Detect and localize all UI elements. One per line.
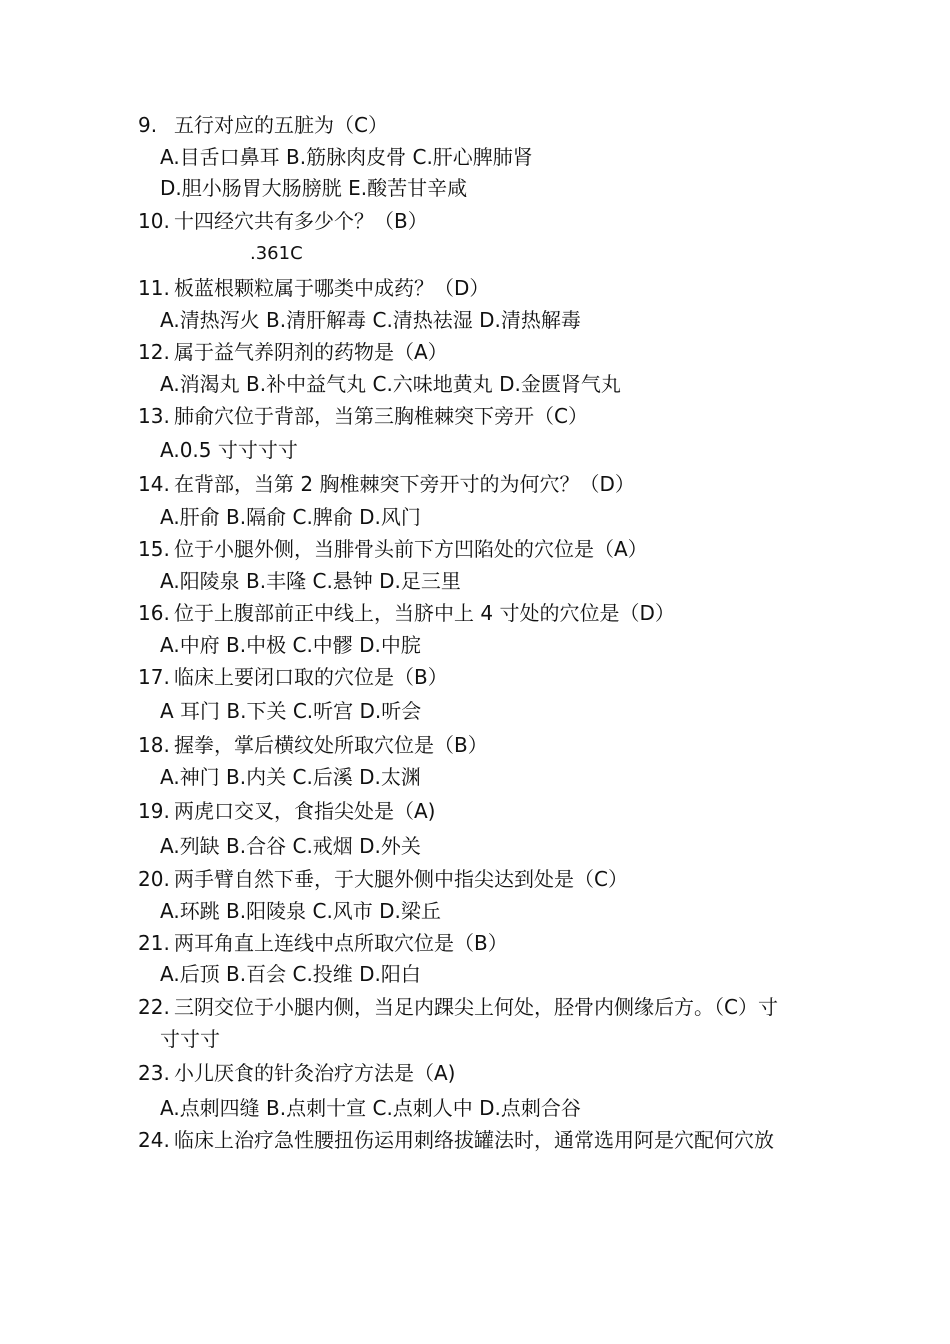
options-line: A.阳陵泉 B.丰隆 C.悬钟 D.足三里 — [160, 569, 461, 593]
question-text: 位于小腿外侧，当腓骨头前下方凹陷处的穴位是（A） — [174, 537, 648, 561]
question-15 — [138, 535, 648, 563]
options-line: A.列缺 B.合谷 C.戒烟 D.外关 — [160, 834, 421, 858]
question-number: 21. — [138, 931, 170, 955]
question-19 — [138, 797, 435, 825]
question-23 — [138, 1059, 455, 1087]
question-16 — [138, 599, 675, 627]
question-17 — [138, 663, 448, 691]
question-text: 在背部，当第 2 胸椎棘突下旁开寸的为何穴？（D） — [174, 472, 635, 496]
question-13 — [138, 402, 588, 430]
question-number: 23. — [138, 1061, 170, 1085]
question-11 — [138, 274, 489, 302]
options-line: .361C — [250, 243, 303, 264]
question-18 — [138, 731, 488, 759]
question-number: 19. — [138, 799, 170, 823]
question-number: 15. — [138, 537, 170, 561]
options-line: A.清热泻火 B.清肝解毒 C.清热祛湿 D.清热解毒 — [160, 308, 581, 332]
question-21 — [138, 929, 508, 957]
question-number: 13. — [138, 404, 170, 428]
question-text: 两手臂自然下垂，于大腿外侧中指尖达到处是（C） — [174, 867, 628, 891]
question-20 — [138, 865, 628, 893]
question-number: 24. — [138, 1128, 170, 1152]
question-number: 12. — [138, 340, 170, 364]
question-12 — [138, 338, 448, 366]
question-number: 18. — [138, 733, 170, 757]
options-line: A.0.5 寸寸寸寸 — [160, 438, 298, 462]
question-number: 17. — [138, 665, 170, 689]
question-10 — [138, 207, 428, 235]
question-text: 两耳角直上连线中点所取穴位是（B） — [174, 931, 508, 955]
question-number: 14. — [138, 472, 170, 496]
options-line: A.消渴丸 B.补中益气丸 C.六味地黄丸 D.金匮肾气丸 — [160, 372, 621, 396]
question-number: 16. — [138, 601, 170, 625]
question-text: 板蓝根颗粒属于哪类中成药？（D） — [174, 276, 490, 300]
question-text: 握拳，掌后横纹处所取穴位是（B） — [174, 733, 488, 757]
question-number: 10. — [138, 209, 170, 233]
options-line: A.中府 B.中极 C.中髎 D.中脘 — [160, 633, 421, 657]
options-line: A.环跳 B.阳陵泉 C.风市 D.梁丘 — [160, 899, 441, 923]
question-number: 20. — [138, 867, 170, 891]
question-text: 五行对应的五脏为（C） — [174, 113, 388, 137]
options-line: A.神门 B.内关 C.后溪 D.太渊 — [160, 765, 421, 789]
options-line: A.肝俞 B.隔俞 C.脾俞 D.风门 — [160, 505, 421, 529]
question-number: 22. — [138, 995, 170, 1019]
options-line: A.目舌口鼻耳 B.筋脉肉皮骨 C.肝心脾肺肾 — [160, 145, 533, 169]
options-line: A 耳门 B.下关 C.听宫 D.听会 — [160, 699, 422, 723]
question-text: 两虎口交叉，食指尖处是（A) — [174, 799, 436, 823]
question-text: 小儿厌食的针灸治疗方法是（A) — [174, 1061, 456, 1085]
question-22 — [138, 993, 778, 1021]
question-9 — [138, 111, 388, 139]
question-text: 临床上要闭口取的穴位是（B） — [174, 665, 448, 689]
question-text: 三阴交位于小腿内侧，当足内踝尖上何处，胫骨内侧缘后方。（C）寸 — [174, 995, 778, 1019]
question-text: 临床上治疗急性腰扭伤运用刺络拔罐法时，通常选用阿是穴配何穴放 — [174, 1128, 774, 1152]
question-text: 肺俞穴位于背部，当第三胸椎棘突下旁开（C） — [174, 404, 588, 428]
options-line: A.后顶 B.百会 C.投维 D.阳白 — [160, 962, 421, 986]
question-number: 11. — [138, 276, 170, 300]
options-line: A.点刺四缝 B.点刺十宣 C.点刺人中 D.点刺合谷 — [160, 1096, 581, 1120]
question-14 — [138, 470, 635, 498]
question-number: 9. — [138, 113, 158, 137]
question-text: 属于益气养阴剂的药物是（A） — [174, 340, 448, 364]
question-24 — [138, 1126, 774, 1154]
options-line: D.胆小肠胃大肠膀胱 E.酸苦甘辛咸 — [160, 176, 468, 200]
options-line: 寸寸寸 — [160, 1027, 220, 1051]
question-text: 十四经穴共有多少个？（B） — [174, 209, 428, 233]
question-text: 位于上腹部前正中线上，当脐中上 4 寸处的穴位是（D） — [174, 601, 675, 625]
